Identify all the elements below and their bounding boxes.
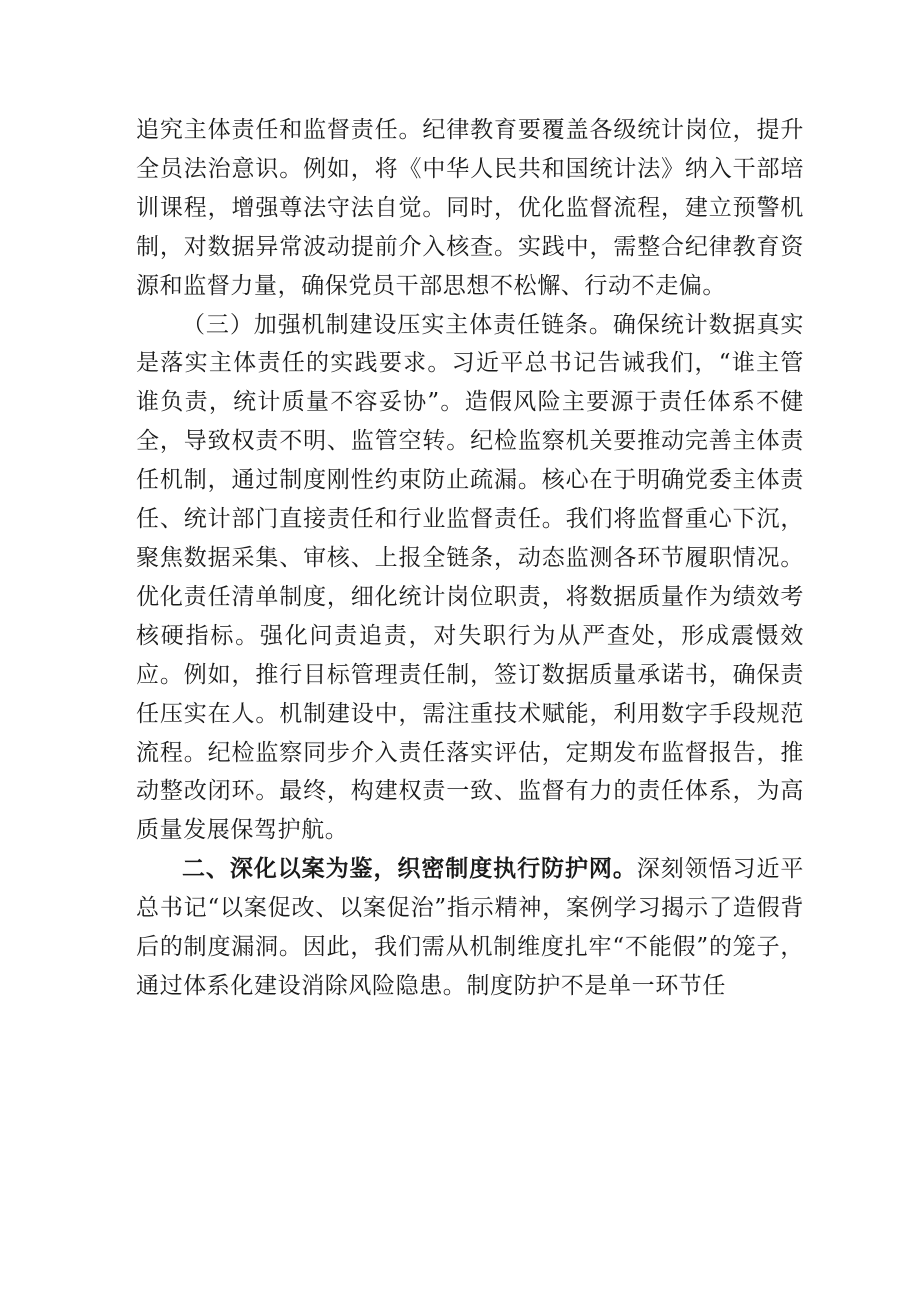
section-heading-bold: 二、深化以案为鉴，织密制度执行防护网。 (182, 855, 637, 883)
paragraph-section-three (136, 306, 804, 851)
paragraph-continued (136, 111, 804, 306)
paragraph-section-two (136, 850, 804, 1006)
paragraph-text: 深刻领悟习近平总书记“以案促改、以案促治”指示精神，案例学习揭示了造假背后的制度漏洞。因此，我们需从机制维度扎牢“不能假”的笼子，通过体系化建设消除风险隐患。制度防护不是单一环节任 (136, 856, 804, 999)
section-heading: （三）加强机制建设压实主体责任链条。 (182, 311, 613, 338)
document-body (136, 111, 804, 1006)
paragraph-text: 确保统计数据真实是落实主体责任的实践要求。习近平总书记告诫我们，“谁主管谁负责，统计质量不容妥协”。造假风险主要源于责任体系不健全，导致权责不明、监管空转。纪检监察机关要推动完善主体责任机制，通过制度刚性约束防止疏漏。核心在于明确党委主体责任、统计部门直接责任和行业监督责任。我们将监督重心下沉，聚焦数据采集、审核、上报全链条，动态监测各环节履职情况。优化责任清单制度，细化统计岗位职责，将数据质量作为绩效考核硬指标。强化问责追责，对失职行为从严查处，形成震慑效应。例如，推行目标管理责任制，签订数据质量承诺书，确保责任压实在人。机制建设中，需注重技术赋能，利用数字手段规范流程。纪检监察同步介入责任落实评估，定期发布监督报告，推动整改闭环。最终，构建权责一致、监督有力的责任体系，为高质量发展保驾护航。 (136, 311, 804, 844)
paragraph-text: 追究主体责任和监督责任。纪律教育要覆盖各级统计岗位，提升全员法治意识。例如，将《中华人民共和国统计法》纳入干部培训课程，增强尊法守法自觉。同时，优化监督流程，建立预警机制，对数据异常波动提前介入核查。实践中，需整合纪律教育资源和监督力量，确保党员干部思想不松懈、行动不走偏。 (136, 117, 804, 299)
